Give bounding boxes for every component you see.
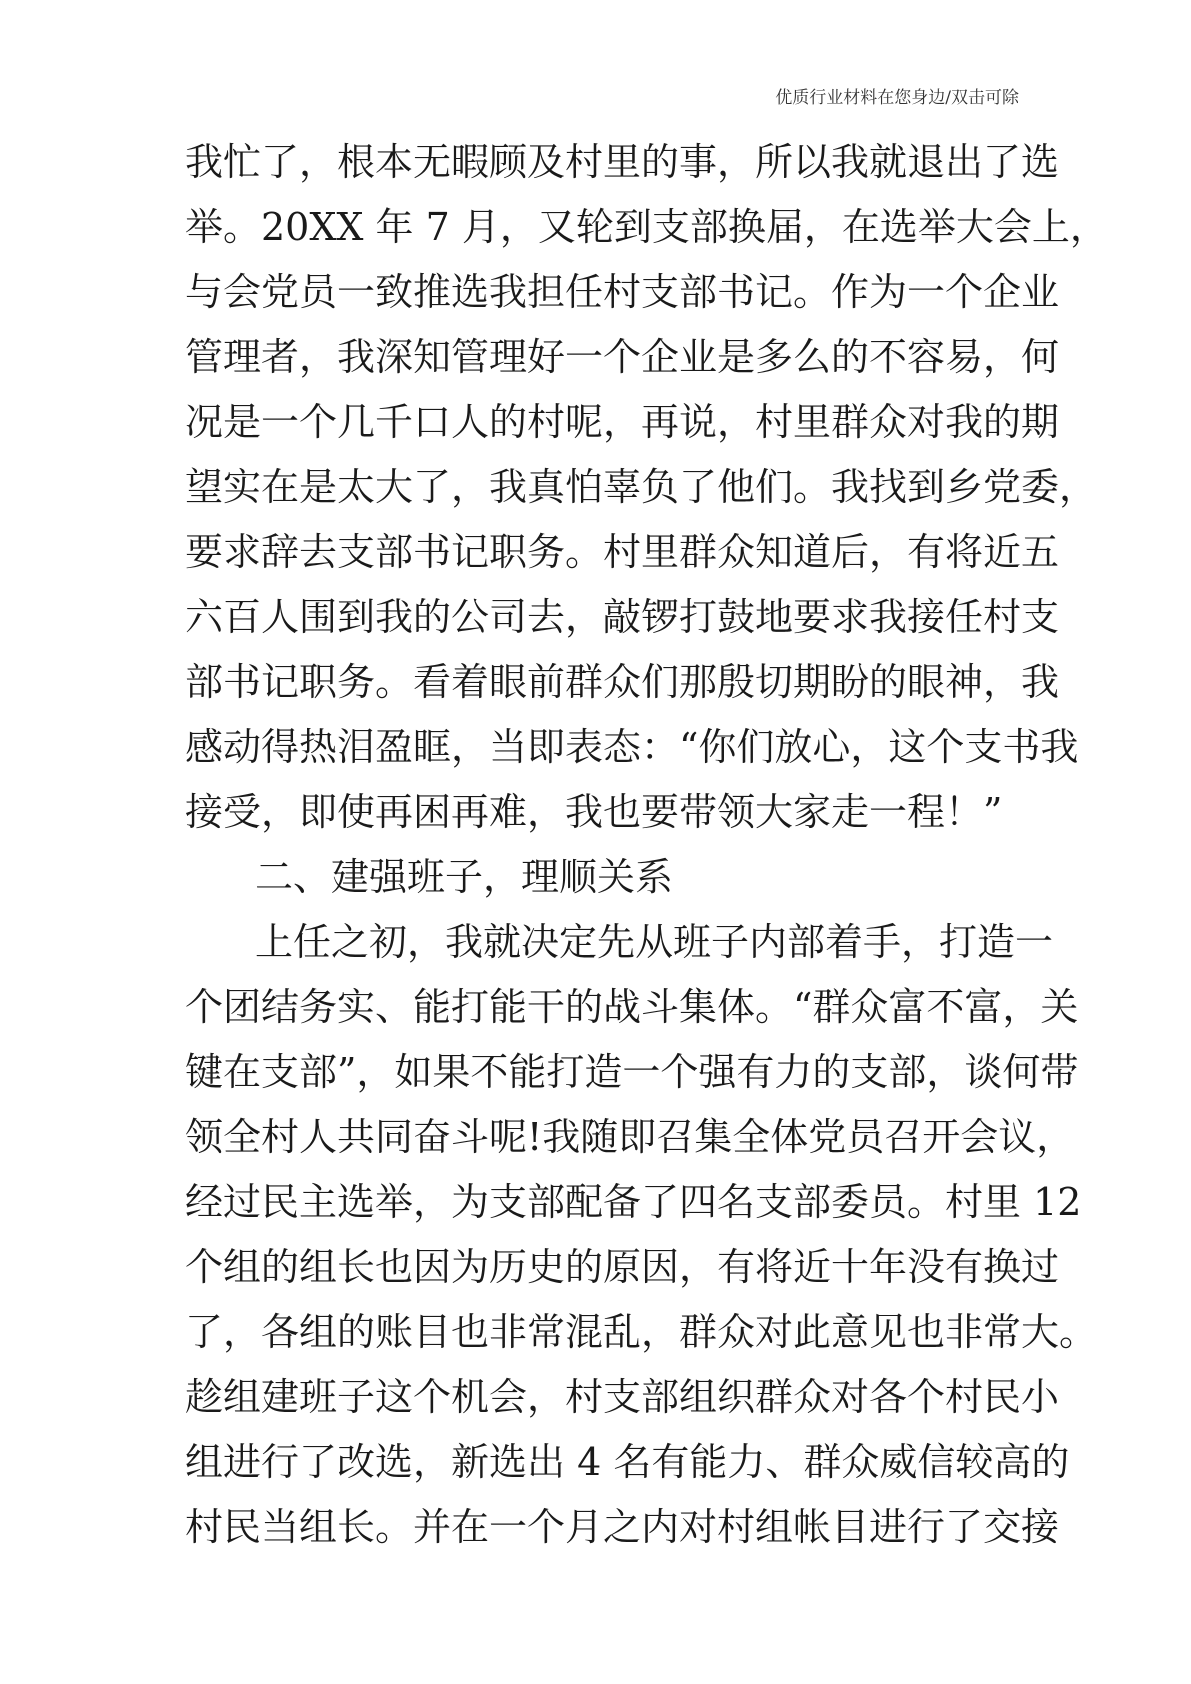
body-text-line: 领全村人共同奋斗呢!我随即召集全体党员召开会议， <box>185 1115 1075 1159</box>
body-text-line: 要求辞去支部书记职务。村里群众知道后，有将近五 <box>185 530 1060 574</box>
body-text-line: 键在支部”，如果不能打造一个强有力的支部，谈何带 <box>185 1050 1079 1094</box>
body-text-line: 个团结务实、能打能干的战斗集体。“群众富不富，关 <box>185 985 1079 1029</box>
body-text-line: 望实在是太大了，我真怕辜负了他们。我找到乡党委， <box>185 465 1098 509</box>
body-text-line: 个组的组长也因为历史的原因，有将近十年没有换过 <box>185 1245 1060 1289</box>
body-text-line: 举。20XX 年 7 月，又轮到支部换届，在选举大会上， <box>185 205 1108 249</box>
body-text-line: 与会党员一致推选我担任村支部书记。作为一个企业 <box>185 270 1060 314</box>
page-header: 优质行业材料在您身边/双击可除 <box>775 88 1019 108</box>
body-text-line: 我忙了，根本无暇顾及村里的事，所以我就退出了选 <box>185 140 1060 184</box>
document-body <box>185 130 1108 1560</box>
body-text-line: 况是一个几千口人的村呢，再说，村里群众对我的期 <box>185 400 1060 444</box>
body-text-line: 六百人围到我的公司去，敲锣打鼓地要求我接任村支 <box>185 595 1060 639</box>
body-text-line: 接受，即使再困再难，我也要带领大家走一程！” <box>185 790 1003 834</box>
body-text-line: 部书记职务。看着眼前群众们那殷切期盼的眼神，我 <box>185 660 1060 704</box>
body-text-line: 了，各组的账目也非常混乱，群众对此意见也非常大。 <box>185 1310 1098 1354</box>
body-text-line: 管理者，我深知管理好一个企业是多么的不容易，何 <box>185 335 1060 379</box>
body-text-line: 村民当组长。并在一个月之内对村组帐目进行了交接 <box>185 1505 1060 1549</box>
body-text-line: 经过民主选举，为支部配备了四名支部委员。村里 12 <box>185 1180 1082 1224</box>
body-text-line: 二、建强班子，理顺关系 <box>255 855 674 899</box>
body-text-line: 上任之初，我就决定先从班子内部着手，打造一 <box>255 920 1054 964</box>
body-text-line: 组进行了改选，新选出 4 名有能力、群众威信较高的 <box>185 1440 1070 1484</box>
body-text-line: 趁组建班子这个机会，村支部组织群众对各个村民小 <box>185 1375 1060 1419</box>
body-text-line: 感动得热泪盈眶，当即表态：“你们放心，这个支书我 <box>185 725 1079 769</box>
